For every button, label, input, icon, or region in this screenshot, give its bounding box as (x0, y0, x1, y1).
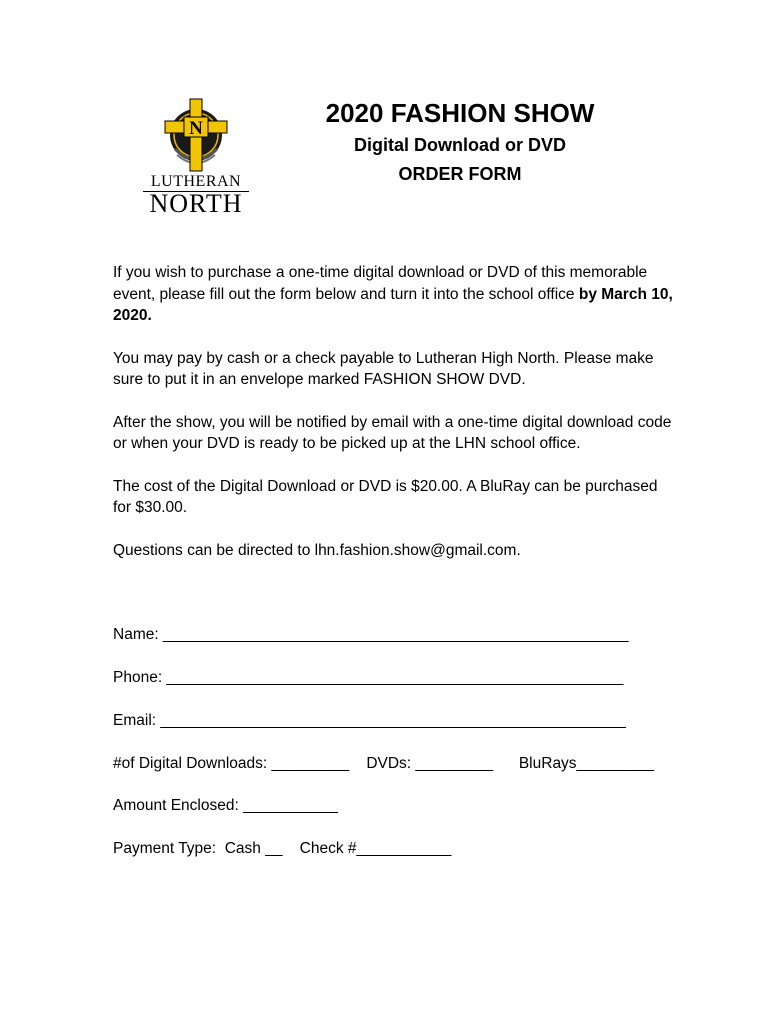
quantities-field[interactable]: #of Digital Downloads: _________ DVDs: _________ BluRays_________ (113, 755, 655, 772)
form-name: ORDER FORM (398, 164, 522, 184)
paragraph-cost-info: The cost of the Digital Download or DVD is $20.00. A BluRay can be purchased for $30.00. (113, 477, 658, 516)
purchase-info-text: If you wish to purchase a one-time digital download or DVD of this memorable event, please fill out the form below and turn it into the school office (113, 264, 648, 303)
paragraph-notification-info: After the show, you will be notified by email with a one-time digital download code or when your DVD is ready to be picked up at the LHN school office. (113, 413, 672, 452)
phone-field[interactable]: Phone: _____________________________________________________ (113, 669, 624, 686)
deadline-text: by March 10, 2020. (113, 285, 673, 324)
paragraph-payment-info: You may pay by cash or a check payable to Lutheran High North. Please make sure to put it in an envelope marked FASHION SHOW DVD. (113, 349, 654, 388)
amount-enclosed-field[interactable]: Amount Enclosed: ___________ (113, 797, 338, 814)
paragraph-purchase-info (113, 262, 673, 327)
page-title: 2020 FASHION SHOW (325, 98, 595, 128)
page-subtitle: Digital Download or DVD (353, 135, 566, 155)
svg-text:N: N (189, 118, 203, 139)
payment-type-field[interactable]: Payment Type: Cash __ Check #___________ (113, 840, 452, 857)
email-field[interactable]: Email: ______________________________________________________ (113, 712, 626, 729)
instructions (113, 262, 673, 582)
logo-word-north: NORTH (149, 189, 243, 218)
name-field[interactable]: Name: ______________________________________________________ (113, 626, 629, 643)
school-logo (143, 97, 249, 217)
logo-word-lutheran: LUTHERAN (143, 173, 249, 192)
paragraph-contact-info: Questions can be directed to lhn.fashion.show@gmail.com. (113, 541, 521, 559)
lutheran-north-emblem-icon (163, 97, 229, 173)
